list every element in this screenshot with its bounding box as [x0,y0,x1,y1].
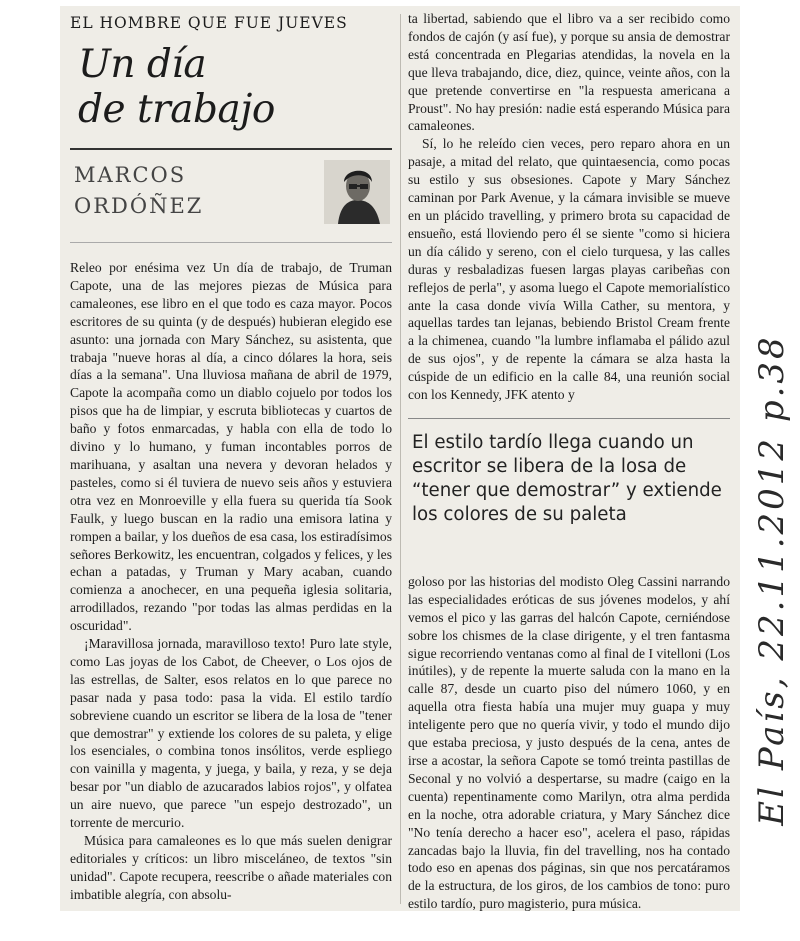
pull-quote: El estilo tardío llega cuando un escritor se libera de la losa de “tener que demostrar” y extiende los colores de su paleta [412,431,722,525]
lead-divider [70,242,392,243]
handwritten-source-note: El País, 22.11.2012 p.38 [752,334,792,826]
left-column [70,14,392,904]
handwritten-annotation [742,270,798,920]
paragraph: Sí, lo he releído cien veces, pero reparo ahora en un pasaje, a mitad del relato, que quintaesencia, como pocas su estilo y sus obsesiones. Capote y Mary Sánchez caminan por Park Avenue, y la cámara invisible se mueve en un plácido travelling, y primero brota su capacidad de ensueño, está lloviendo pero él se siente "como si hiciera un día cálido y sereno, con el cielo turquesa, y las calles duras y resbaladizas fuesen largas playas caribeñas con reflejos de perla", y asoma luego el Capote memorialístico ante la casa donde vivía Willa Cather, su mentora, y aquellas tardes tan lejanas, bebiendo Bristol Cream frente a la chimenea, cuando "la lumbre inflamaba el pálido azul de sus ojos", y de repente la cámara se alza hasta la cúspide de un edificio en la calle 84, una reunión social con los Kennedy, JFK atento y [408,136,730,403]
byline [70,148,392,232]
article-title [78,42,392,132]
column-divider [400,14,401,904]
right-body-top [408,10,730,404]
paragraph: Música para camaleones es lo que más suelen denigrar editoriales y críticos: un libro misceláneo, de textos "sin unidad". Capote recupera, reescribe o añade materiales con imbatible alegría, con absolu- [70,833,392,902]
paragraph: ¡Maravillosa jornada, maravilloso texto! Puro late style, como Las joyas de los Cabot, de Cheever, o Los ojos de las estrellas, de Salter, esos relatos en lo que parece no pasar nada y pasa todo: pasa la vida. El estilo tardío sobreviene cuando un escritor se libera de la losa de "tener que demostrar" y extiende los colores de su paleta, y elige los esenciales, o combina tonos insólitos, verde espliego con vainilla y magenta, y juega, y baila, y reza, y se deja besar por "un diablo de azucarados labios rojos", y olfatea un aire nuevo, que parece "un espejo destrozado", un torrente de mercurio. [70,636,392,831]
author-name [74,160,203,222]
author-line-1: MARCOS [74,163,187,187]
right-body-bottom [408,573,730,913]
pull-quote-rule [408,418,730,419]
author-line-2: ORDÓÑEZ [74,194,204,218]
pull-quote-spacer [408,527,730,573]
title-line-1: Un día [78,42,207,87]
paragraph: goloso por las historias del modisto Oleg Cassini narrando las especialidades eróticas de sus jóvenes modelos, y ahí vemos el pico y las garras del halcón Capote, cerniéndose sobre los chismes de la clase dirigente, y el tren fantasma sigue recorriendo ventanas como al final de I vitelloni (Los inútiles), y de repente la muerte saluda con la mano en la calle 87, desde un cuarto piso del número 1060, y en aquella otra fiesta había una mujer muy guapa y muy inteligente pero que no quería vivir, y todo el mundo dijo que estaba preciosa, y justo después de la cena, antes de irse a acostar, la señora Capote se tomó treinta pastillas de Seconal y no volvió a despertarse, su madre (caigo en la cuenta) repentinamente como Marilyn, otra alma perdida en la noche, otra adorable criatura, y Mary Sánchez dice "No tenía derecho a hacer eso", acelera el paso, rápidas zancadas bajo la lluvia, fin del travelling, nos ha contado todo eso en apenas dos páginas, sin que nos percatáramos de la estructura, de los giros, de los cambios de tono: puro estilo tardío, puro magisterio, pura música. [408,573,730,912]
left-body [70,259,392,904]
paragraph: Releo por enésima vez Un día de trabajo, de Truman Capote, una de las mejores piezas de Música para camaleones, ese libro en el que todo es caza mayor. Pocos escritores de su quinta (y de después) hubieran elegido ese asunto: una jornada con Mary Sánchez, su asistenta, que trabaja "nueve horas al día, a cinco dólares la hora, seis días a la semana". Una lluviosa mañana de abril de 1979, Capote la acompaña como un diablo cojuelo por todos los pisos que ha de limpiar, y escruta bibliotecas y cuartos de baño y fotos enmarcadas, y habla con ella de todo lo divino y lo humano, y fuman incontables porros de marihuana, y asaltan una nevera y devoran helados y pasteles, como si él tuviera de nuevo seis años y estuviera otra vez en Monroeville y ella fuera su querida tía Sook Faulk, y luego buscan en la radio una emisora latina y rompen a bailar, y los dueños de esa casa, los estiradísimos señores Berkowitz, les encuentran, colgados y felices, y les echan a patadas, y Truman y Mary acaban, cuando comienza a anochecer, en una pequeña iglesia solitaria, arrodillados, rezando "por todas las almas perdidas en la oscuridad". [70,260,392,634]
title-line-2: de trabajo [78,87,275,132]
right-column [408,10,730,913]
author-portrait-icon [324,160,390,224]
section-header: EL HOMBRE QUE FUE JUEVES [70,14,348,32]
paragraph: ta libertad, sabiendo que el libro va a ser recibido como fondos de cajón (y así fue), y porque su ansia de demostrar está concentrada en Plegarias atendidas, la novela en la que lleva trabajando, dice, diez, quince, veinte años, con la que pretende convertirse en "la respuesta americana a Proust". No hay presión: nadie está esperando Música para camaleones. [408,11,730,134]
